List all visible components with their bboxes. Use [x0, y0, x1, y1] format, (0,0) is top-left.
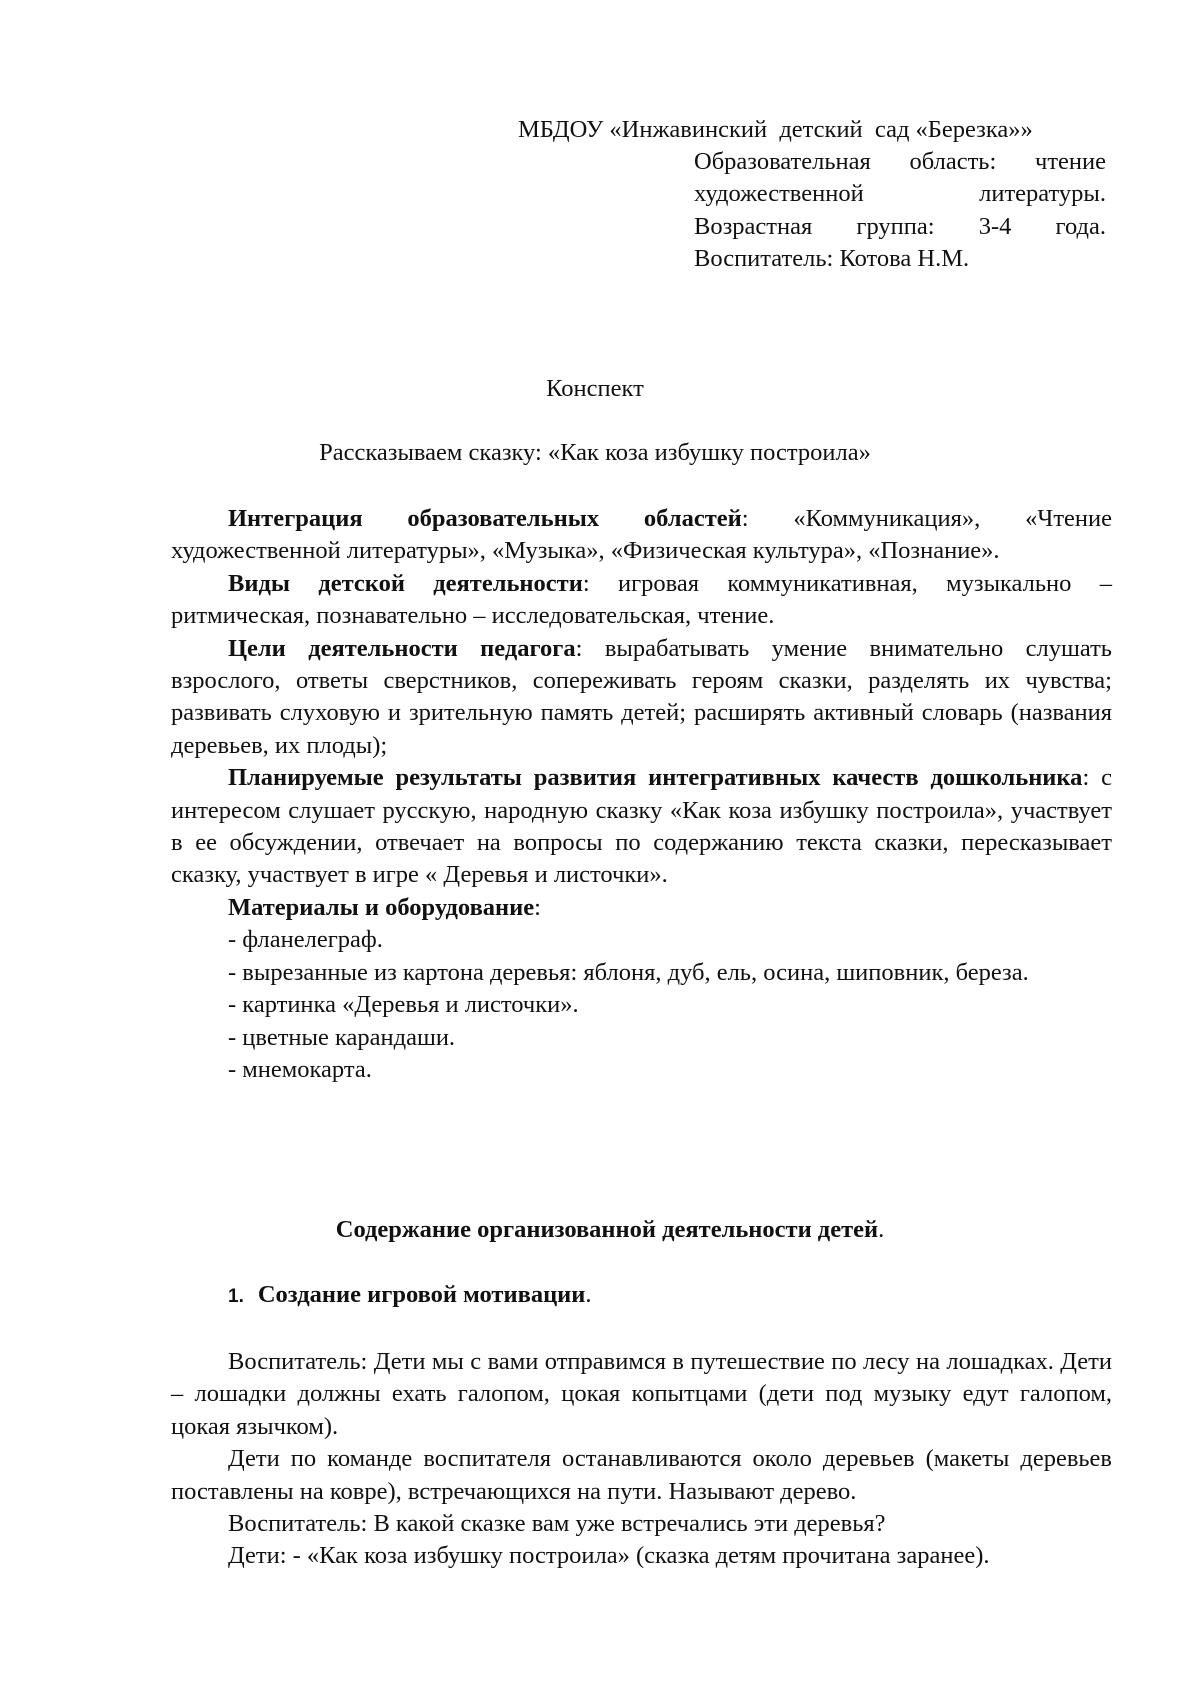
age-group: Возрастная группа: 3-4 года. [694, 212, 1106, 240]
section-text: : с интересом слушает русскую, народную сказку «Как коза избушку построила», участвует в ее обсуждении, отвечает на вопросы по содержанию текста сказки, пересказывает сказку, участвует в игре « Деревья и листочки». [171, 764, 1113, 889]
document-title: Конспект [546, 375, 644, 402]
section-text: : игровая коммуникативная, музыкально – ритмическая, познавательно – исследовательская, чтение. [171, 569, 1112, 630]
paragraph: Воспитатель: Дети мы с вами отправимся в путешествие по лесу на лошадках. Дети – лошадки должны ехать галопом, цокая копытцами (дети под музыку едут галопом, цокая язычком). [171, 1348, 1112, 1440]
educational-area-line2: художественной литературы. [694, 180, 1106, 208]
content-heading-text: Содержание организованной деятельности детей [335, 1216, 879, 1243]
educational-area-line1: Образовательная область: чтение [694, 148, 1106, 175]
material-item: - мнемокарта. [228, 1055, 372, 1083]
paragraph: Дети: - «Как коза избушку построила» (сказка детям прочитана заранее). [228, 1542, 990, 1570]
section-label: Планируемые результаты развития интегративных качеств дошкольника [228, 764, 1083, 792]
step-number: 1. [228, 1286, 244, 1307]
header-block [694, 146, 1106, 276]
paragraph: Воспитатель: В какой сказке вам уже встречались эти деревья? [228, 1510, 886, 1538]
section-materials [171, 892, 1112, 924]
paragraph: Дети по команде воспитателя останавливаются около деревьев (макеты деревьев поставлены на ковре), встречающихся на пути. Называют дерево. [171, 1445, 1112, 1505]
material-item: - картинка «Деревья и листочки». [228, 991, 579, 1019]
section-label: Цели деятельности педагога [228, 634, 576, 662]
section-goals [171, 633, 1112, 763]
section-results [171, 762, 1112, 892]
material-item: - вырезанные из картона деревья: яблоня, дуб, ель, осина, шиповник, береза. [228, 958, 1029, 986]
step-heading: 1. Создание игровой мотивации. [228, 1281, 592, 1308]
institution-name: МБДОУ «Инжавинский детский сад «Березка»» [518, 116, 1033, 143]
section-text: : «Коммуникация», «Чтение художественной литературы», «Музыка», «Физическая культура», «Познание». [171, 505, 1112, 565]
section-integration [171, 503, 1112, 568]
section-text: : [534, 893, 541, 921]
material-item: - фланелеграф. [228, 926, 383, 954]
step-title: Создание игровой мотивации [257, 1281, 586, 1308]
material-item: - цветные карандаши. [228, 1023, 456, 1051]
document-subtitle: Рассказываем сказку: «Как коза избушку построила» [319, 439, 871, 466]
content-heading: Содержание организованной деятельности детей. [335, 1216, 885, 1243]
teacher: Воспитатель: Котова Н.М. [694, 245, 970, 273]
step-body [171, 1346, 1112, 1573]
document-body [171, 503, 1112, 1086]
section-label: Виды детской деятельности [228, 569, 583, 597]
section-label: Материалы и оборудование [228, 893, 535, 921]
section-label: Интеграция образовательных областей [228, 505, 742, 532]
section-text: : вырабатывать умение внимательно слушать взрослого, ответы сверстников, сопереживать героям сказки, разделять их чувства; развивать слуховую и зрительную память детей; расширять активный словарь (названия деревьев, их плоды); [171, 634, 1112, 759]
section-activities [171, 568, 1112, 633]
